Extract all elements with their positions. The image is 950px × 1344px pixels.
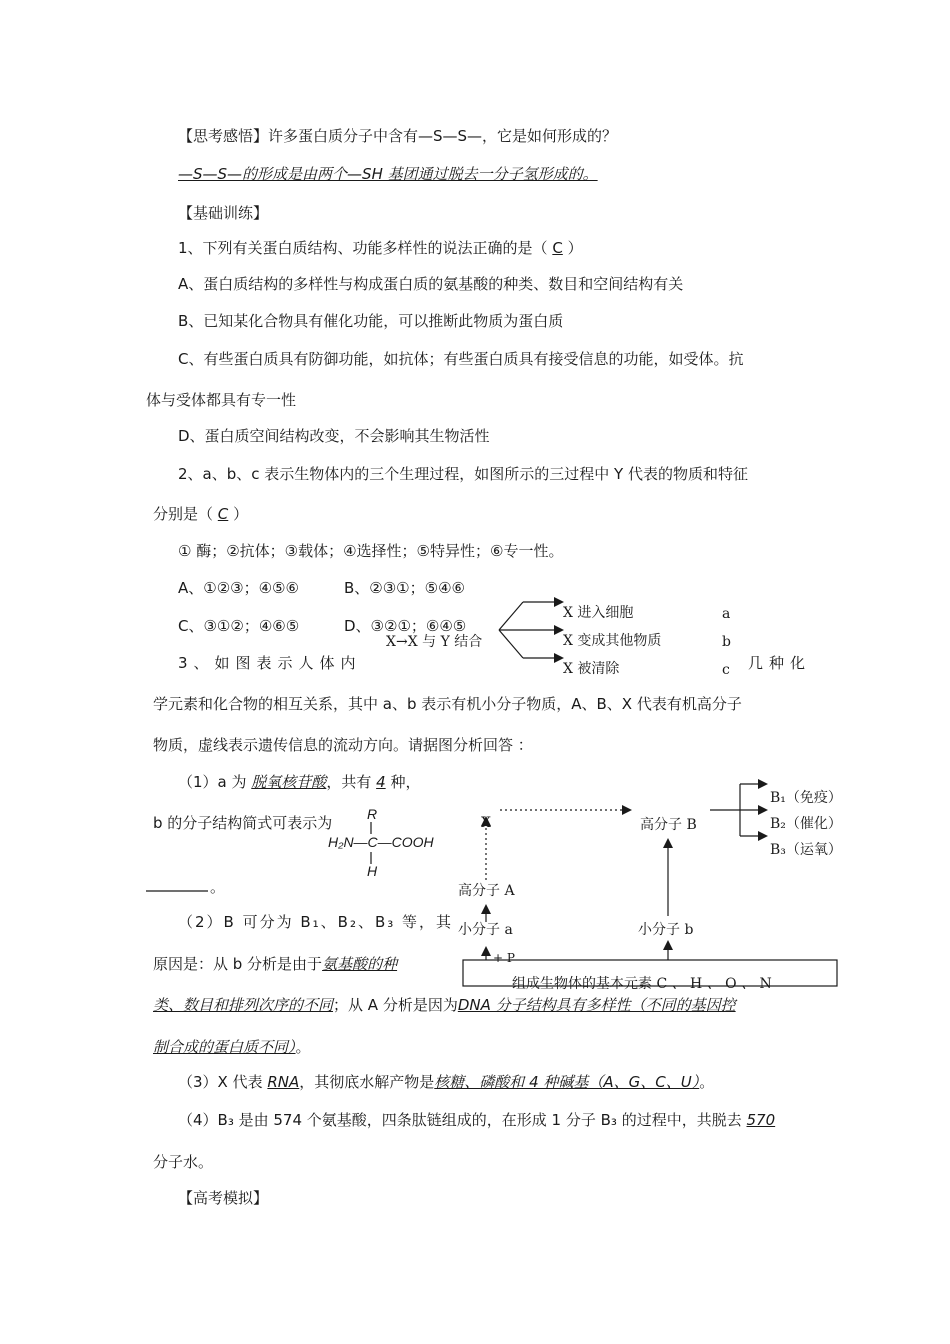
q2-diagram-label-a: a [722, 606, 731, 622]
think-question: 许多蛋白质分子中含有—S—S—，它是如何形成的？ [268, 127, 618, 145]
q2-diagram-out3: X 被清除 [563, 661, 620, 677]
q2-stem-text: 分别是（ [153, 505, 214, 523]
q2-answer: C [217, 505, 229, 523]
q1-answer: C [552, 239, 563, 257]
q3-diagram-x: X [481, 815, 491, 831]
q1-option-d: D、蛋白质空间结构改变，不会影响其生物活性 [178, 427, 490, 445]
q1-stem-close: ） [567, 239, 583, 257]
q2-diagram-source: X→X 与 Y 结合 [386, 634, 483, 650]
basic-training-heading: 【基础训练】 [178, 204, 269, 222]
q3-p3-text: （3）X 代表 [178, 1073, 263, 1091]
q2-fan-line-upper [499, 602, 523, 630]
q2-fan-arrows [499, 602, 562, 658]
q3-p2-text2: ；从 A 分析是因为 [333, 996, 458, 1014]
q3-diagram-elements: 组成生物体的基本元素 C 、 H 、 O 、 N [512, 976, 772, 992]
q2-option-c: C、③①②；④⑥⑤ [178, 617, 300, 635]
q2-items: ① 酶；②抗体；③载体；④选择性；⑤特异性；⑥专一性。 [178, 542, 564, 560]
q3-diagram-plus-p: + P [493, 951, 515, 965]
formula-r: R [367, 806, 378, 822]
q3-stem-end: 几种化 [748, 654, 812, 672]
q1-option-c: C、有些蛋白质具有防御功能，如抗体；有些蛋白质具有接受信息的功能，如受体。抗 [178, 350, 744, 368]
q3-p2-answer1a: 氨基酸的种 [322, 955, 398, 973]
q2-option-d: D、③②①；⑥④⑤ [344, 617, 467, 635]
q3-p1-answer1: 脱氧核苷酸 [251, 773, 327, 791]
q3-diagram-b3: B₃（运氧） [770, 842, 842, 858]
q3-p2-end: 。 [295, 1038, 311, 1056]
q3-p3-answer2: 核糖、磷酸和 4 种碱基（A、G、C、U） [434, 1073, 700, 1091]
q3-diagram-small-b: 小分子 b [638, 922, 694, 938]
q2-stem: 2、a、b、c 表示生物体内的三个生理过程，如图所示的三过程中 Y 代表的物质和特征 [178, 465, 748, 483]
q1-option-b: B、已知某化合物具有催化功能，可以推断此物质为蛋白质 [178, 312, 564, 330]
formula-h: H [367, 863, 378, 879]
q3-p4-text: （4）B₃ 是由 574 个氨基酸，四条肽链组成的，在形成 1 分子 B₃ 的过程中，共脱去 [178, 1111, 742, 1129]
q3-p3-text2: ，其彻底水解产物是 [299, 1073, 435, 1091]
q3-part2: （2）B 可分为 B₁、B₂、B₃ 等，其 [178, 913, 454, 931]
q3-p1-answer2: 4 [376, 773, 386, 791]
formula-main: H₂N—C—COOH [328, 834, 434, 850]
q3-stem: 3、如图表示人体内 [178, 654, 362, 672]
q3-p3-end: 。 [699, 1073, 715, 1091]
q2-diagram-label-b: b [722, 634, 731, 650]
q3-part1-end: 。 [210, 878, 226, 896]
q2-option-b: B、②③①；⑤④⑥ [344, 579, 465, 597]
q1-option-a: A、蛋白质结构的多样性与构成蛋白质的氨基酸的种类、数目和空间结构有关 [178, 275, 684, 293]
think-label: 【思考感悟】 [178, 127, 269, 145]
q3-part1-line2: b 的分子结构简式可表示为 [153, 814, 333, 832]
q2-fan-line-lower [499, 630, 523, 658]
q3-p1-text: （1）a 为 [178, 773, 247, 791]
q1-option-c-cont: 体与受体都具有专一性 [146, 391, 297, 409]
q2-diagram-out2: X 变成其他物质 [563, 633, 662, 649]
q3-diagram-small-a: 小分子 a [458, 922, 513, 938]
q3-p1-text2: ，共有 [326, 773, 372, 791]
q3-diagram-high-a: 高分子 A [458, 883, 515, 899]
q3-diagram-b2: B₂（催化） [770, 816, 842, 832]
q3-p1-text3: 种， [390, 773, 421, 791]
q3-p2-text: 原因是：从 b 分析是由于 [153, 955, 323, 973]
q3-p2-answer2a: DNA 分子结构具有多样性（不同的基因控 [457, 996, 736, 1014]
q2-diagram-label-c: c [722, 662, 730, 678]
q3-p2-answer1b: 类、数目和排列次序的不同 [153, 996, 334, 1014]
q3-p3-answer1: RNA [267, 1073, 300, 1091]
q2-stem-close: ） [233, 505, 249, 523]
q3-part4-line2: 分子水。 [153, 1153, 214, 1171]
elements-box [463, 960, 837, 986]
q3-stem-line3: 物质，虚线表示遗传信息的流动方向。请据图分析回答 ： [153, 736, 533, 754]
think-answer: —S—S—的形成是由两个—SH 基团通过脱去一分子氢形成的。 [178, 165, 598, 183]
gaokao-heading: 【高考模拟】 [178, 1189, 269, 1207]
q2-option-a: A、①②③；④⑤⑥ [178, 579, 299, 597]
q3-diagram-high-b: 高分子 B [640, 817, 697, 833]
q3-stem-line2: 学元素和化合物的相互关系，其中 a、b 表示有机小分子物质，A、B、X 代表有机高分子 [153, 695, 742, 713]
q1-stem-text: 1、下列有关蛋白质结构、功能多样性的说法正确的是（ [178, 239, 548, 257]
q3-diagram-b1: B₁（免疫） [770, 790, 842, 806]
q3-p2-answer2b: 制合成的蛋白质不同） [153, 1038, 296, 1056]
q3-p4-answer: 570 [746, 1111, 776, 1129]
q2-diagram-out1: X 进入细胞 [563, 605, 634, 621]
